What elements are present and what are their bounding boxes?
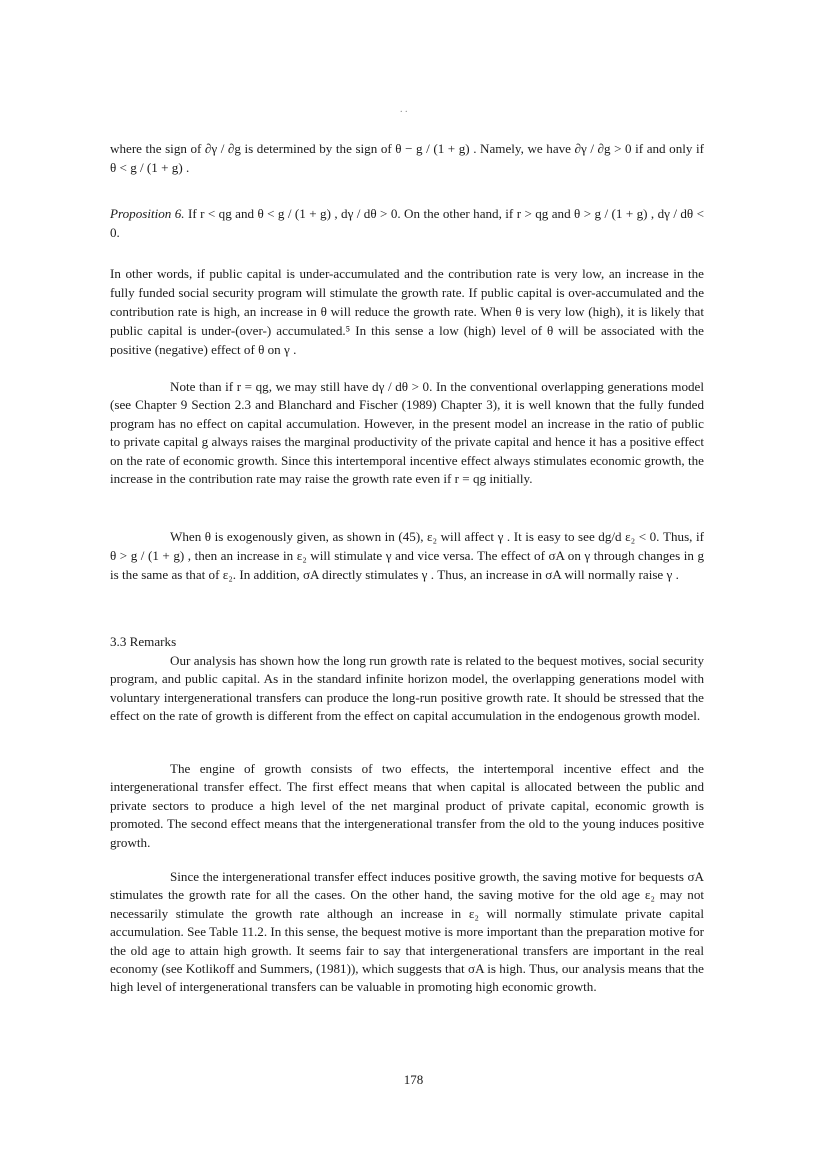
paragraph-text: When θ is exogenously given, as shown in (45), ε₂ will affect γ . It is easy to see dg/d ε₂ < 0. Thus, if θ > g / (1 + g) , then an increase in ε₂ will stimulate γ and vice versa. The effect of σA on γ through changes in g is the same as that of ε₂. In addition, σA directly stimulates γ . Thus, an increase in σA will normally raise γ . — [110, 529, 704, 582]
remarks-paragraph-3 — [110, 868, 704, 997]
discussion-paragraph-1 — [110, 264, 704, 359]
remarks-paragraph-2 — [110, 760, 704, 852]
section-heading: 3.3 Remarks — [110, 634, 177, 649]
discussion-paragraph-3 — [110, 527, 704, 584]
paragraph-text: In other words, if public capital is under-accumulated and the contribution rate is very low, an increase in the fully funded social security program will stimulate the growth rate. If public capital is over-accumulated and the contribution rate is high, an increase in θ will reduce the growth rate. When θ is very low (high), it is likely that public capital is under-(over-) accumulated.⁵ In this sense a low (high) level of θ will be associated with the positive (negative) effect of θ on γ . — [110, 266, 704, 357]
paragraph-text: Our analysis has shown how the long run growth rate is related to the bequest motives, social security program, and public capital. As in the standard infinite horizon model, the overlapping generations model with voluntary intergenerational transfers can produce the long-run positive growth rate. It should be stressed that the effect on the rate of growth is different from the effect on capital accumulation in the endogenous growth model. — [110, 653, 704, 724]
paragraph-text: Since the intergenerational transfer effect induces positive growth, the saving motive for bequests σA stimulates the growth rate for all the cases. On the other hand, the saving motive for the old age ε₂ may not necessarily stimulate the growth rate although an increase in ε₂ will normally stimulate private capital accumulation. See Table 11.2. In this sense, the bequest motive is more important than the preparation motive for the old age to attain high growth. It seems fair to say that intergenerational transfers are important in the real economy (see Kotlikoff and Summers, (1981)), which suggests that σA is high. Thus, our analysis means that the high level of intergenerational transfers can be valuable in promoting high economic growth. — [110, 869, 704, 995]
proposition-paragraph — [110, 204, 704, 242]
paragraph-text: The engine of growth consists of two effects, the intertemporal incentive effect and the intergenerational transfer effect. The first effect means that when capital is allocated between the public and private sectors to produce a high level of the net marginal product of private capital, economic growth is promoted. The second effect means that the intergenerational transfer from the old to the young induces positive growth. — [110, 761, 704, 850]
header-mark: . . — [400, 104, 408, 115]
intro-paragraph — [110, 139, 704, 177]
discussion-paragraph-2 — [110, 378, 704, 488]
paragraph-text: Note than if r = qg, we may still have dγ / dθ > 0. In the conventional overlapping generations model (see Chapter 9 Section 2.3 and Blanchard and Fischer (1989) Chapter 3), it is well known that the fully funded program has no effect on capital accumulation. However, in the present model an increase in the ratio of public to private capital g always raises the marginal productivity of the private capital and hence it has a positive effect on the rate of economic growth. Since this intertemporal incentive effect always stimulates economic growth, the increase in the contribution rate may raise the growth rate even if r = qg initially. — [110, 379, 704, 487]
page-number: 178 — [403, 1072, 424, 1087]
intro-text: where the sign of ∂γ / ∂g is determined by the sign of θ − g / (1 + g) . Namely, we have ∂γ / ∂g > 0 if and only if θ < g / (1 + g) . — [110, 141, 704, 175]
proposition-label: Proposition 6. — [110, 206, 185, 221]
remarks-paragraph-1 — [110, 652, 704, 726]
proposition-text: If r < qg and θ < g / (1 + g) , dγ / dθ > 0. On the other hand, if r > qg and θ > g / (1 + g) , dγ / dθ < 0. — [110, 206, 704, 240]
